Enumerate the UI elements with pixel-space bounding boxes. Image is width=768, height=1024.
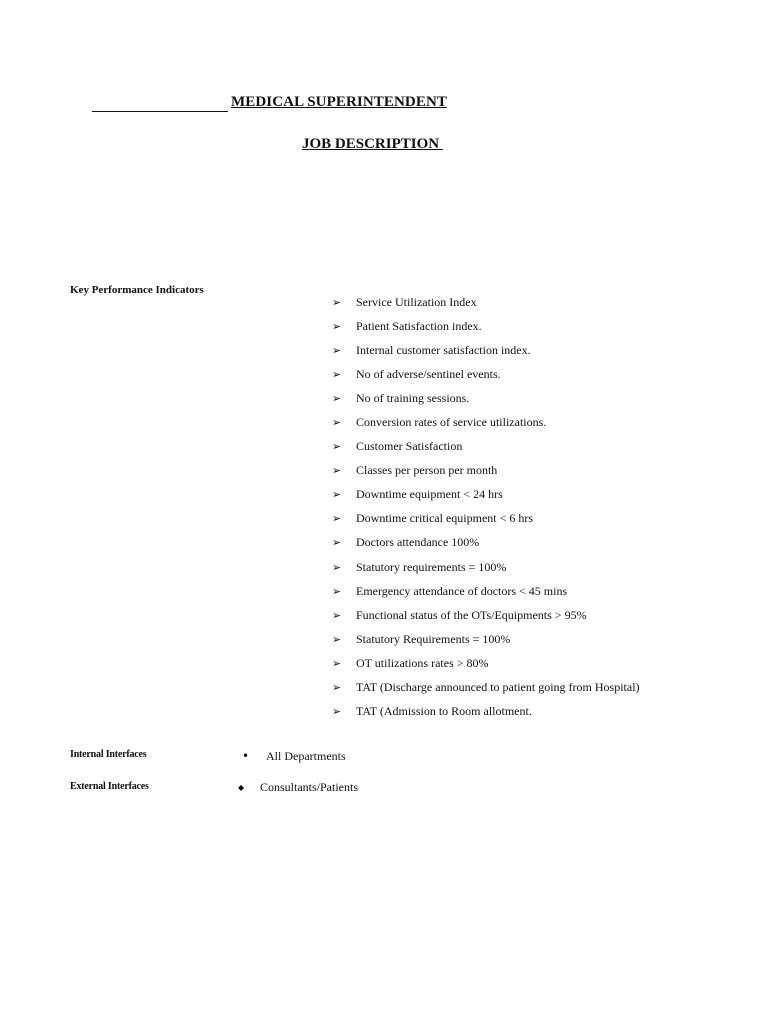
kpi-list-item <box>332 555 640 579</box>
kpi-list-item <box>332 338 640 362</box>
kpi-list-item <box>332 290 640 314</box>
arrow-bullet-icon: ➢ <box>332 512 342 526</box>
kpi-list-item <box>332 651 640 675</box>
kpi-item-text: Doctors attendance 100% <box>356 535 480 550</box>
arrow-bullet-icon: ➢ <box>332 319 342 333</box>
kpi-item-text: Service Utilization Index <box>356 294 477 309</box>
kpi-list-item <box>332 410 640 434</box>
kpi-item-text: Statutory requirements = 100% <box>356 559 507 574</box>
external-interfaces-item <box>238 780 358 795</box>
arrow-bullet-icon: ➢ <box>332 367 342 381</box>
kpi-section-label: Key Performance Indicators <box>70 284 204 296</box>
kpi-list-item <box>332 459 640 483</box>
kpi-item-text: TAT (Discharge announced to patient going from Hospital) <box>356 680 640 695</box>
arrow-bullet-icon: ➢ <box>332 584 342 598</box>
kpi-item-text: Patient Satisfaction index. <box>356 318 482 333</box>
kpi-list-item <box>332 314 640 338</box>
kpi-item-text: TAT (Admission to Room allotment. <box>356 704 532 719</box>
kpi-item-text: Downtime equipment < 24 hrs <box>356 487 503 502</box>
kpi-item-text: Functional status of the OTs/Equipments > 95% <box>356 607 587 622</box>
dot-bullet-icon: • <box>242 749 250 763</box>
arrow-bullet-icon: ➢ <box>332 488 342 502</box>
kpi-list-item <box>332 676 640 700</box>
arrow-bullet-icon: ➢ <box>332 343 342 357</box>
arrow-bullet-icon: ➢ <box>332 391 342 405</box>
arrow-bullet-icon: ➢ <box>332 560 342 574</box>
page-subtitle: JOB DESCRIPTION <box>302 136 443 152</box>
kpi-list-item <box>332 603 640 627</box>
kpi-item-text: No of training sessions. <box>356 390 470 405</box>
kpi-item-text: Conversion rates of service utilizations. <box>356 415 547 430</box>
arrow-bullet-icon: ➢ <box>332 440 342 454</box>
kpi-list-item <box>332 700 640 724</box>
kpi-list <box>332 290 640 724</box>
kpi-item-text: Customer Satisfaction <box>356 439 463 454</box>
kpi-list-item <box>332 627 640 651</box>
kpi-item-text: Statutory Requirements = 100% <box>356 631 511 646</box>
external-interfaces-text: Consultants/Patients <box>260 780 359 794</box>
arrow-bullet-icon: ➢ <box>332 705 342 719</box>
internal-interfaces-text: All Departments <box>266 749 346 763</box>
kpi-list-item <box>332 531 640 555</box>
kpi-item-text: Classes per person per month <box>356 463 498 478</box>
kpi-item-text: Downtime critical equipment < 6 hrs <box>356 511 534 526</box>
arrow-bullet-icon: ➢ <box>332 536 342 550</box>
title-underline-rule <box>92 111 228 112</box>
internal-interfaces-item <box>242 749 346 764</box>
kpi-list-item <box>332 386 640 410</box>
kpi-list-item <box>332 483 640 507</box>
diamond-bullet-icon: ◆ <box>238 783 245 792</box>
arrow-bullet-icon: ➢ <box>332 464 342 478</box>
arrow-bullet-icon: ➢ <box>332 656 342 670</box>
kpi-item-text: No of adverse/sentinel events. <box>356 366 501 381</box>
arrow-bullet-icon: ➢ <box>332 608 342 622</box>
kpi-item-text: Emergency attendance of doctors < 45 mins <box>356 583 568 598</box>
external-interfaces-label: External Interfaces <box>70 781 149 792</box>
arrow-bullet-icon: ➢ <box>332 681 342 695</box>
kpi-item-text: Internal customer satisfaction index. <box>356 342 531 357</box>
arrow-bullet-icon: ➢ <box>332 416 342 430</box>
kpi-item-text: OT utilizations rates > 80% <box>356 655 489 670</box>
internal-interfaces-label: Internal Interfaces <box>70 749 147 760</box>
kpi-list-item <box>332 435 640 459</box>
arrow-bullet-icon: ➢ <box>332 295 342 309</box>
kpi-list-item <box>332 507 640 531</box>
kpi-list-item <box>332 579 640 603</box>
kpi-list-item <box>332 362 640 386</box>
arrow-bullet-icon: ➢ <box>332 632 342 646</box>
page-title: MEDICAL SUPERINTENDENT <box>231 94 447 110</box>
